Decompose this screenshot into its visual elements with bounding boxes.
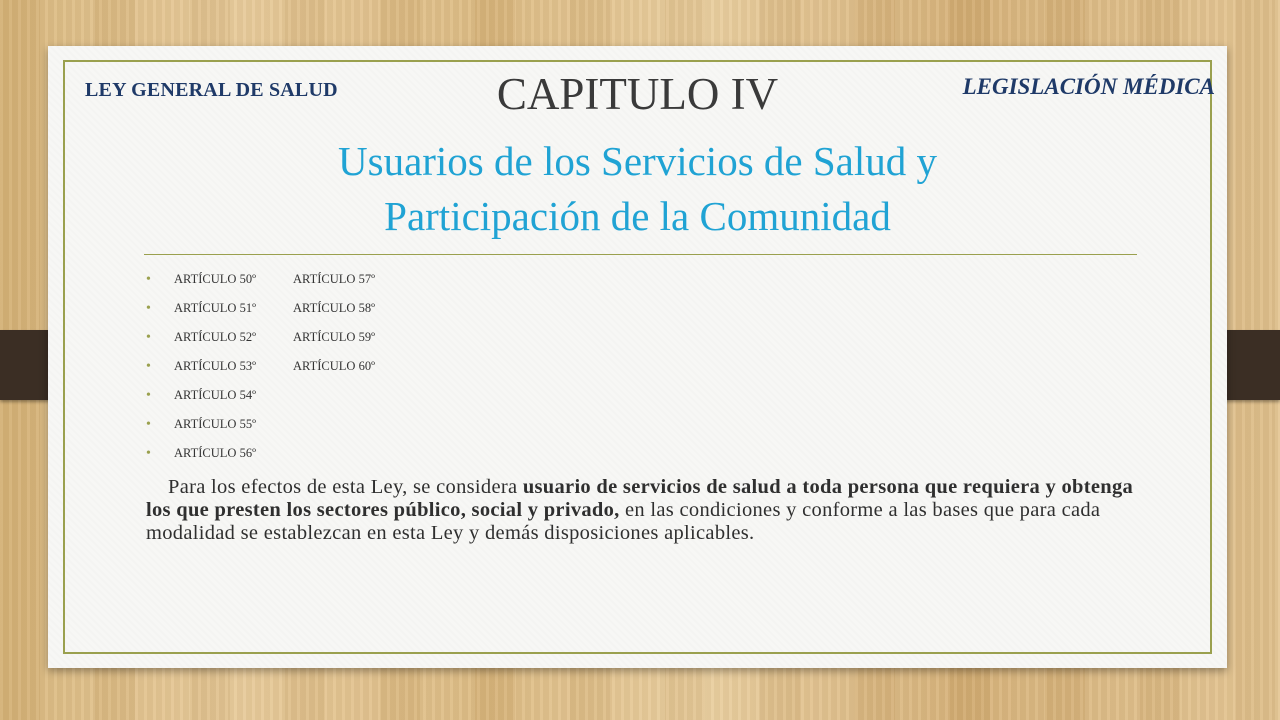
chapter-subtitle	[48, 134, 1227, 244]
list-item: • ARTÍCULO 54º	[146, 381, 293, 410]
slide-paper	[48, 46, 1227, 668]
course-label: LEGISLACIÓN MÉDICA	[962, 74, 1215, 99]
subtitle-line-1: Usuarios de los Servicios de Salud y	[338, 138, 937, 184]
paragraph-bold-definition: usuario de servicios de salud a toda persona que requiera y obtenga los que presten los sectores público, social y privado,	[146, 476, 1134, 521]
list-item: • ARTÍCULO 52º	[146, 323, 293, 352]
list-item	[293, 381, 453, 410]
list-item	[293, 439, 453, 468]
article-list	[146, 265, 453, 468]
list-item: ARTÍCULO 58º	[293, 301, 375, 315]
list-item: • ARTÍCULO 51º	[146, 294, 293, 323]
subtitle-line-2: Participación de la Comunidad	[384, 193, 891, 239]
paragraph-intro: Para los efectos de esta Ley, se considera	[168, 476, 523, 498]
title-divider	[144, 254, 1137, 255]
paragraph-ending: en las condiciones y conforme a las bases que para cada modalidad se establezcan en esta Ley y demás disposiciones aplicables.	[146, 499, 1101, 544]
list-item: • ARTÍCULO 55º	[146, 410, 293, 439]
list-item: ARTÍCULO 59º	[293, 330, 375, 344]
list-item: ARTÍCULO 60º	[293, 359, 375, 373]
chapter-title: CAPITULO IV	[496, 69, 779, 119]
list-item: • ARTÍCULO 50º	[146, 265, 293, 294]
list-item	[293, 410, 453, 439]
list-item: ARTÍCULO 57º	[293, 272, 375, 286]
definition-paragraph	[146, 476, 1146, 545]
law-label: LEY GENERAL DE SALUD	[85, 79, 338, 101]
list-item: • ARTÍCULO 53º	[146, 352, 293, 381]
list-item: • ARTÍCULO 56º	[146, 439, 293, 468]
